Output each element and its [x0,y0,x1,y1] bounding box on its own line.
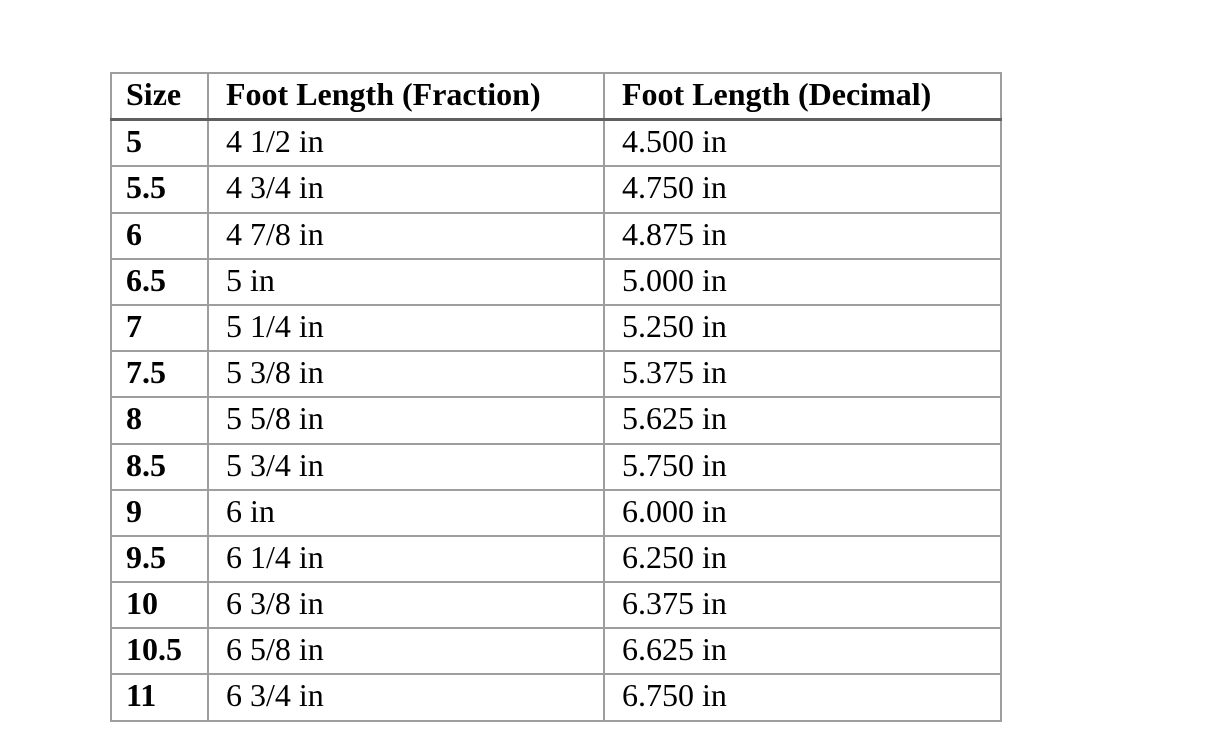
row-fraction-cell: 5 3/8 in [208,351,604,397]
shoe-size-table [110,72,1002,722]
row-decimal-cell: 6.250 in [604,536,1001,582]
row-size-cell: 8.5 [111,444,208,490]
shoe-size-table-container [110,72,1002,722]
column-header-foot-length-fraction: Foot Length (Fraction) [208,73,604,120]
row-size-cell: 10.5 [111,628,208,674]
row-fraction-cell: 5 in [208,259,604,305]
row-fraction-cell: 5 5/8 in [208,397,604,443]
row-decimal-cell: 5.750 in [604,444,1001,490]
row-fraction-cell: 5 1/4 in [208,305,604,351]
row-decimal-cell: 5.375 in [604,351,1001,397]
table-row [111,628,1001,674]
column-header-foot-length-decimal: Foot Length (Decimal) [604,73,1001,120]
row-size-cell: 5.5 [111,166,208,212]
row-decimal-cell: 6.625 in [604,628,1001,674]
row-fraction-cell: 4 3/4 in [208,166,604,212]
table-row [111,351,1001,397]
row-fraction-cell: 6 1/4 in [208,536,604,582]
table-body [111,120,1001,721]
row-fraction-cell: 6 5/8 in [208,628,604,674]
row-size-cell: 10 [111,582,208,628]
table-row [111,120,1001,167]
table-row [111,397,1001,443]
column-header-size: Size [111,73,208,120]
row-fraction-cell: 6 3/8 in [208,582,604,628]
row-fraction-cell: 4 1/2 in [208,120,604,167]
table-row [111,305,1001,351]
row-decimal-cell: 5.000 in [604,259,1001,305]
row-size-cell: 8 [111,397,208,443]
row-size-cell: 5 [111,120,208,167]
row-decimal-cell: 6.000 in [604,490,1001,536]
header-row [111,73,1001,120]
row-size-cell: 9.5 [111,536,208,582]
table-row [111,259,1001,305]
table-row [111,582,1001,628]
table-row [111,166,1001,212]
table-row [111,674,1001,720]
row-size-cell: 6 [111,213,208,259]
row-decimal-cell: 4.875 in [604,213,1001,259]
row-size-cell: 7.5 [111,351,208,397]
row-size-cell: 7 [111,305,208,351]
row-decimal-cell: 4.750 in [604,166,1001,212]
row-decimal-cell: 4.500 in [604,120,1001,167]
table-row [111,536,1001,582]
row-size-cell: 6.5 [111,259,208,305]
row-size-cell: 11 [111,674,208,720]
row-decimal-cell: 6.375 in [604,582,1001,628]
row-fraction-cell: 5 3/4 in [208,444,604,490]
row-decimal-cell: 6.750 in [604,674,1001,720]
row-fraction-cell: 4 7/8 in [208,213,604,259]
row-fraction-cell: 6 3/4 in [208,674,604,720]
row-decimal-cell: 5.625 in [604,397,1001,443]
row-fraction-cell: 6 in [208,490,604,536]
row-size-cell: 9 [111,490,208,536]
row-decimal-cell: 5.250 in [604,305,1001,351]
table-row [111,213,1001,259]
table-row [111,490,1001,536]
table-row [111,444,1001,490]
